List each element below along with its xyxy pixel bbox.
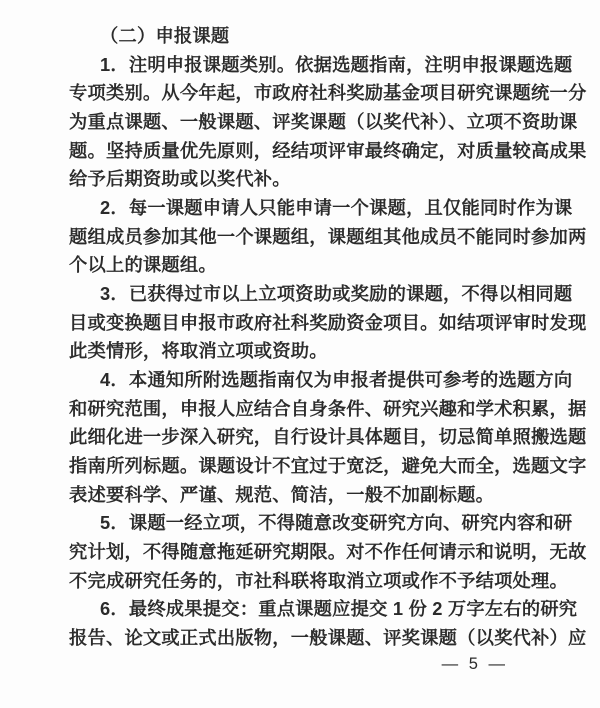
text-line: 目或变换题目申报市政府社科奖励资金项目。如结项评审时发现: [69, 311, 587, 333]
text-line: 专项类别。从今年起，市政府社科奖励基金项目研究课题统一分: [69, 82, 587, 104]
text-line: 6．最终成果提交：重点课题应提交 1 份 2 万字左右的研究: [100, 598, 578, 620]
page-number: — 5 —: [441, 655, 508, 673]
text-line: 个以上的课题组。: [69, 254, 217, 276]
text-line: 给予后期资助或以奖代补。: [69, 168, 291, 190]
text-line: 1．注明申报课题类别。依据选题指南，注明申报课题选题: [100, 53, 573, 75]
text-line: 2．每一课题申请人只能申请一个课题，且仅能同时作为课: [100, 197, 573, 219]
text-line: 此细化进一步深入研究，自行设计具体题目，切忌简单照搬选题: [69, 426, 587, 448]
text-line: 指南所列标题。课题设计不宜过于宽泛，避免大而全，选题文字: [69, 455, 587, 477]
text-line: 5．课题一经立项，不得随意改变研究方向、研究内容和研: [100, 512, 573, 534]
text-line: 表述要科学、严谨、规范、简洁，一般不加副标题。: [69, 483, 495, 505]
text-line: 究计划，不得随意拖延研究期限。对不作任何请示和说明，无故: [69, 541, 587, 563]
text-line: 和研究范围，申报人应结合自身条件、研究兴趣和学术积累，据: [69, 397, 587, 419]
text-line: 此类情形，将取消立项或资助。: [69, 340, 328, 362]
text-line: 题组成员参加其他一个课题组，课题组其他成员不能同时参加两: [69, 225, 587, 247]
section-heading: （二）申报课题: [100, 25, 230, 46]
text-line: 为重点课题、一般课题、评奖课题（以奖代补）、立项不资助课: [69, 111, 578, 133]
text-line: 报告、论文或正式出版物，一般课题、评奖课题（以奖代补）应: [69, 627, 587, 649]
text-line: 4．本通知所附选题指南仅为申报者提供可参考的选题方向: [100, 369, 573, 391]
text-line: 3．已获得过市以上立项资助或奖励的课题，不得以相同题: [100, 283, 573, 305]
document-body: [69, 22, 587, 653]
text-line: 题。坚持质量优先原则，经结项评审最终确定，对质量较高成果: [69, 139, 587, 161]
text-line: 不完成研究任务的，市社科联将取消立项或作不予结项处理。: [69, 569, 568, 591]
